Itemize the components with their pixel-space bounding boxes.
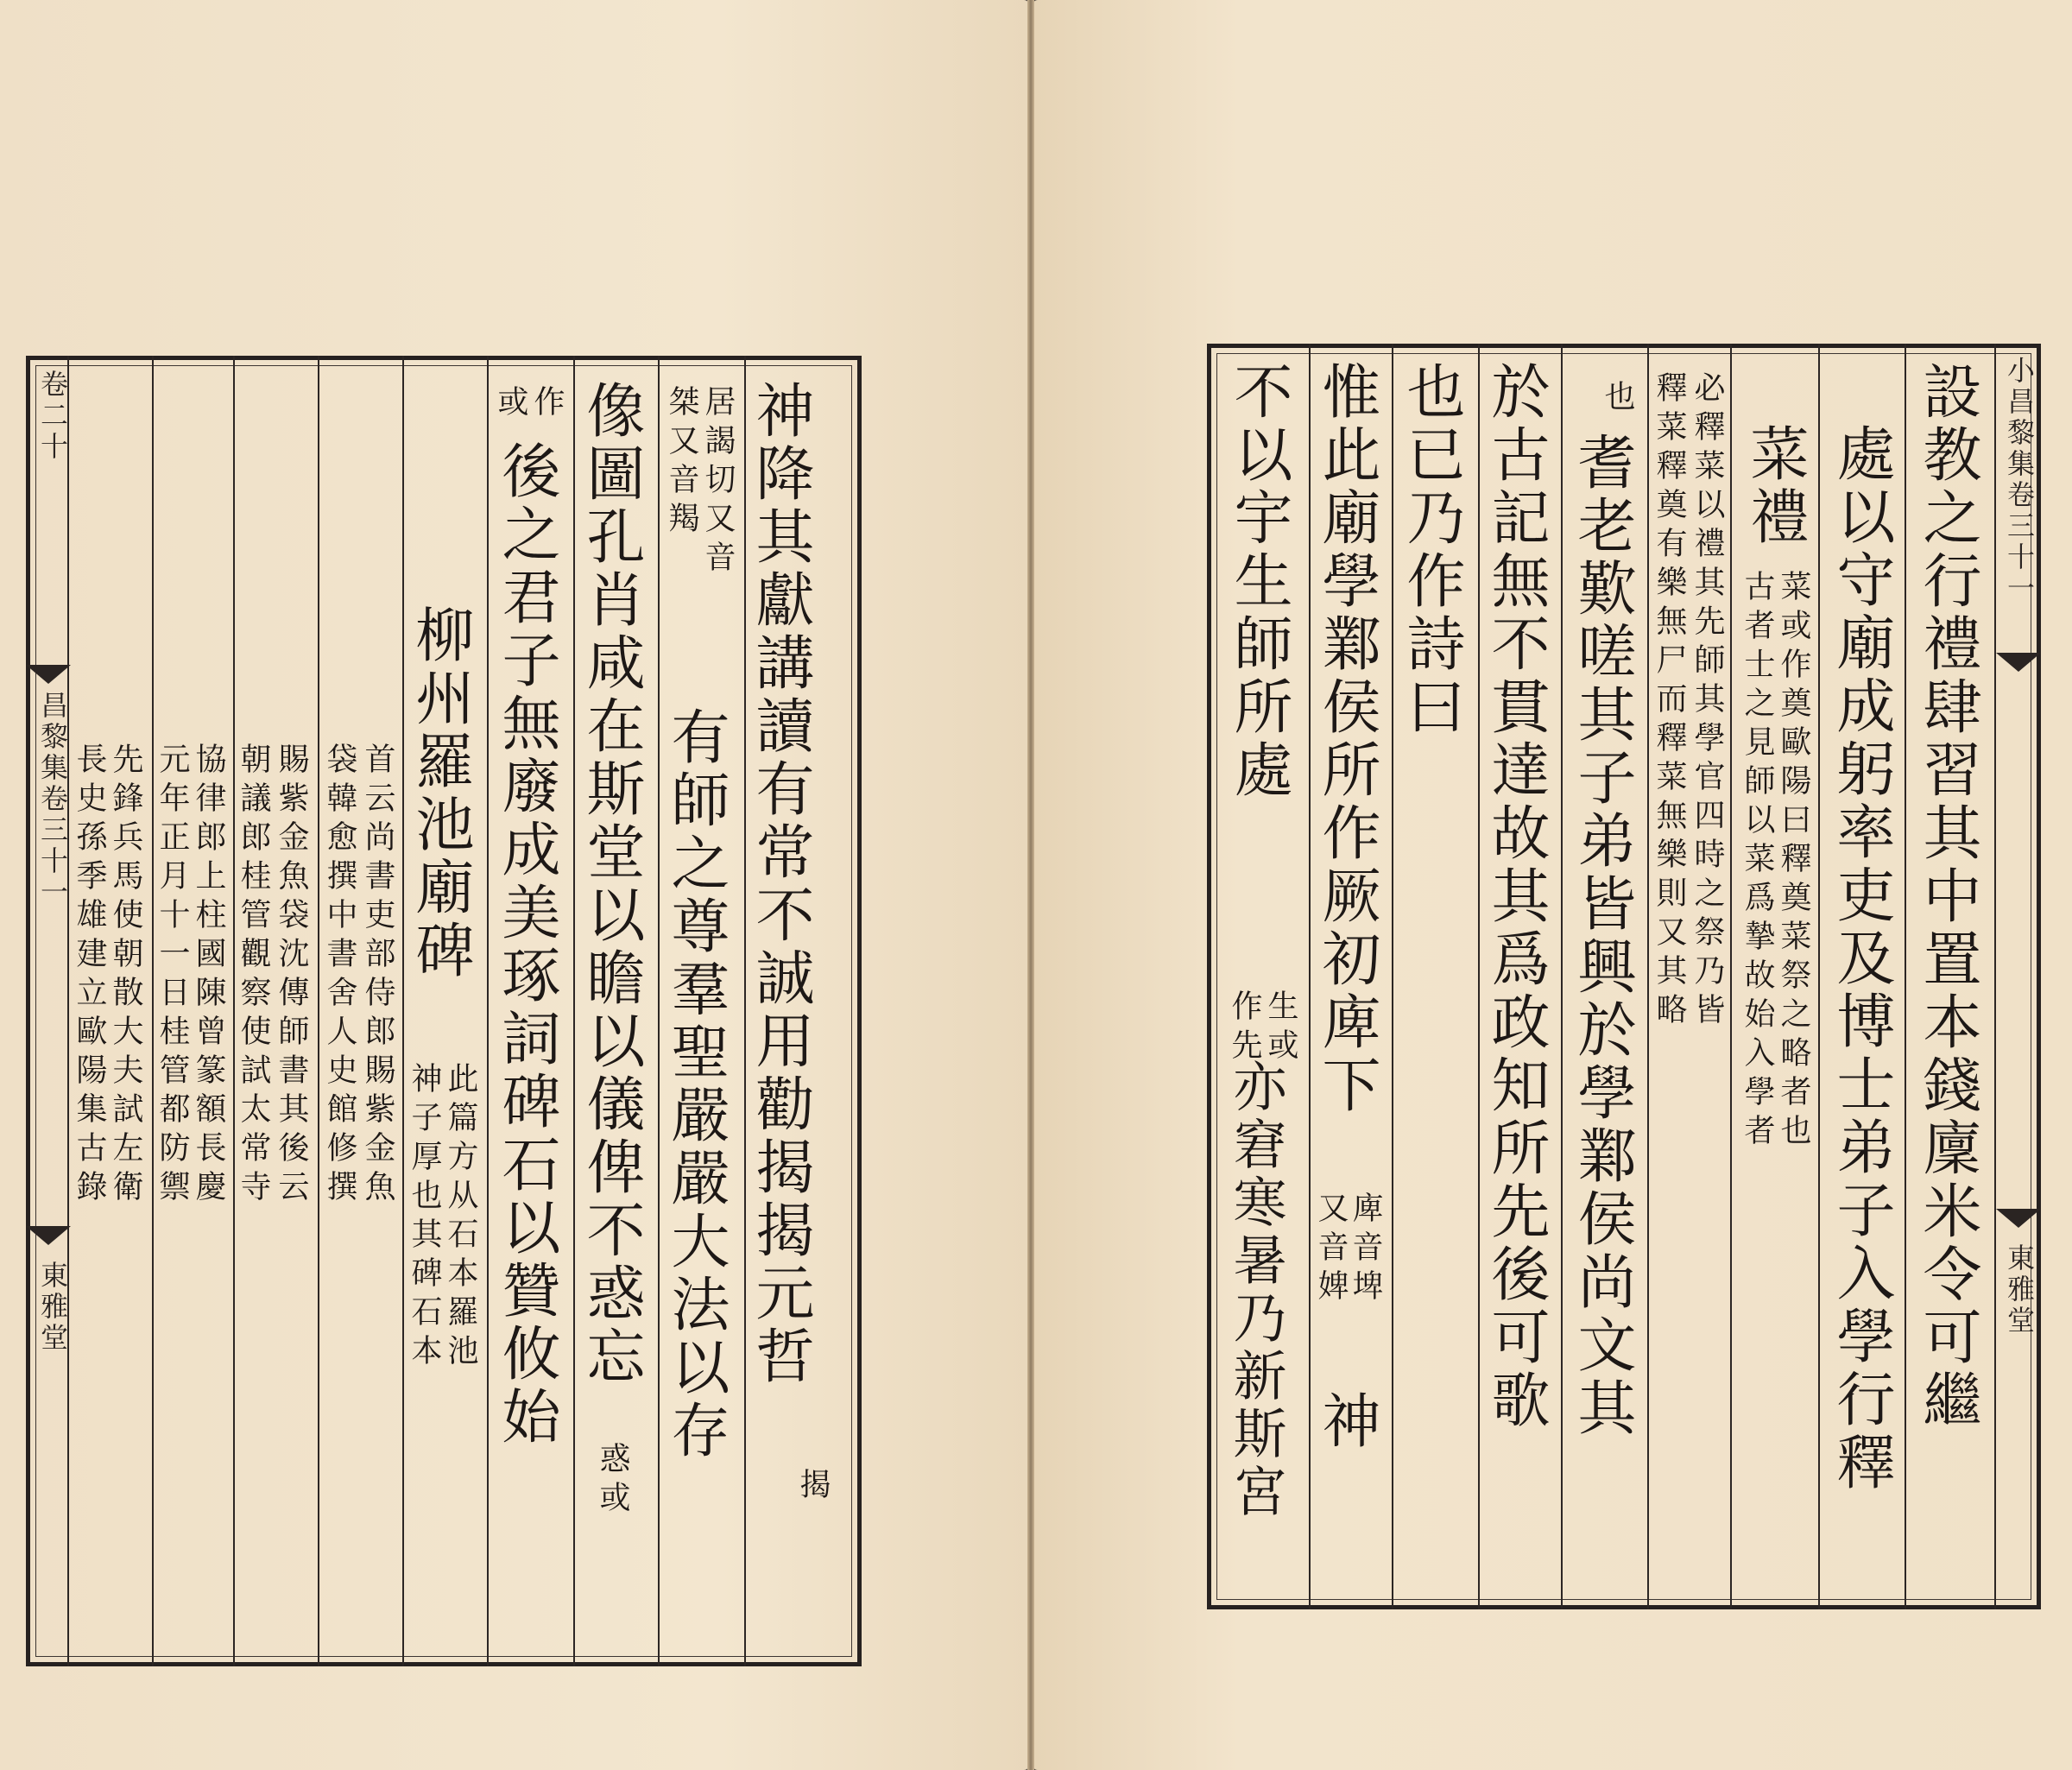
- annotation: 生或: [1263, 989, 1298, 1067]
- column-rule: [573, 356, 575, 1666]
- heading-line: 柳州羅池廟碑: [406, 604, 474, 983]
- annotation: 賜紫金魚袋沈傳師書其後云: [274, 743, 309, 1209]
- annotation: 朝議郎桂管觀察使試太常寺: [236, 743, 271, 1209]
- column-rule: [402, 356, 404, 1666]
- annotation: 神子厚也其碑石本: [407, 1062, 442, 1373]
- column-rule: [233, 356, 235, 1666]
- text-line: 像圖孔肖咸在斯堂以瞻以儀俾不惑忘: [577, 380, 645, 1388]
- text-line: 有師之尊羣聖嚴嚴大法以存: [661, 706, 730, 1463]
- column-rule: [1905, 344, 1906, 1609]
- column-rule: [1818, 344, 1820, 1609]
- left-margin-volume: 卷二十: [36, 370, 69, 463]
- left-margin-hall: 東雅堂: [36, 1261, 69, 1354]
- annotation: 惑或: [595, 1442, 630, 1520]
- column-rule: [1309, 344, 1311, 1609]
- annotation: 居謁切又音: [700, 385, 736, 579]
- annotation: 或: [493, 385, 528, 424]
- annotation: 袋韓愈撰中書舍人史館修撰: [322, 743, 357, 1209]
- column-rule: [1478, 344, 1480, 1609]
- column-rule: [1561, 344, 1563, 1609]
- left-fish-tail-bottom: [26, 1226, 71, 1245]
- right-margin-hall: 東雅堂: [2003, 1243, 2036, 1337]
- text-line: 也已乃作詩曰: [1397, 361, 1465, 739]
- annotation: 作: [529, 385, 565, 424]
- text-line: 處以守廟成躬率吏及博士弟子入學行釋: [1827, 423, 1895, 1495]
- annotation: 庳音埤: [1348, 1192, 1383, 1308]
- annotation: 首云尚書吏部侍郎賜紫金魚: [360, 743, 395, 1209]
- annotation: 作先: [1227, 989, 1262, 1067]
- annotation: 也: [1600, 380, 1635, 419]
- annotation: 桀又音羯: [664, 385, 699, 540]
- text-line: 神: [1312, 1390, 1380, 1453]
- column-rule: [1730, 344, 1732, 1609]
- text-line: 後之君子無廢成美琢詞碑石以贊攸始: [492, 440, 560, 1449]
- annotation: 揭: [795, 1468, 831, 1507]
- annotation: 又音婢: [1313, 1192, 1349, 1308]
- annotation: 元年正月十一日桂管都防禦: [155, 743, 190, 1209]
- text-line: 不以宇生師所處: [1224, 361, 1292, 802]
- text-line: 於古記無不貫達故其爲政知所先後可歌: [1481, 361, 1550, 1432]
- annotation: 此篇方从石本羅池: [443, 1062, 478, 1373]
- left-margin-title: 昌黎集卷三十一: [36, 691, 69, 908]
- column-rule: [1392, 344, 1393, 1609]
- text-line: 菜禮: [1740, 423, 1809, 549]
- column-rule: [1647, 344, 1649, 1609]
- column-rule: [658, 356, 660, 1666]
- text-line: 神降其獻講讀有常不誠用勸揭揭元哲: [746, 380, 814, 1388]
- text-line: 耆老歎嗟其子弟皆興於學鄴侯尚文其: [1568, 432, 1636, 1440]
- column-rule: [318, 356, 319, 1666]
- annotation: 必釋菜以禮其先師其學官四時之祭乃皆: [1690, 371, 1725, 1032]
- annotation: 協律郎上柱國陳曾篆額長慶: [191, 743, 226, 1209]
- annotation: 古者士之見師以菜爲摯故始入學者: [1740, 570, 1775, 1153]
- column-rule: [487, 356, 489, 1666]
- annotation: 先鋒兵馬使朝散大夫試左衛: [108, 743, 143, 1209]
- book-gutter: [1027, 0, 1034, 1770]
- annotation: 長史孫季雄建立歐陽集古錄: [72, 743, 107, 1209]
- column-rule: [152, 356, 154, 1666]
- left-margin-rule: [67, 356, 69, 1666]
- right-margin-title: 小昌黎集卷三十一: [2003, 356, 2036, 604]
- left-fish-tail-top: [26, 665, 71, 684]
- annotation: 菜或作奠歐陽曰釋奠菜祭之略者也: [1776, 570, 1811, 1153]
- right-margin-rule: [1994, 344, 1996, 1609]
- right-fish-tail-bottom: [1996, 1209, 2041, 1228]
- text-line: 亦窘寒暑乃新斯宮: [1224, 1059, 1287, 1521]
- annotation: 釋菜釋奠有樂無尸而釋菜無樂則又其略: [1652, 371, 1687, 1032]
- right-fish-tail-top: [1996, 653, 2041, 672]
- text-line: 惟此廟學鄴侯所作厥初庳下: [1312, 361, 1380, 1117]
- text-line: 設教之行禮肆習其中置本錢廩米令可繼: [1913, 361, 1981, 1432]
